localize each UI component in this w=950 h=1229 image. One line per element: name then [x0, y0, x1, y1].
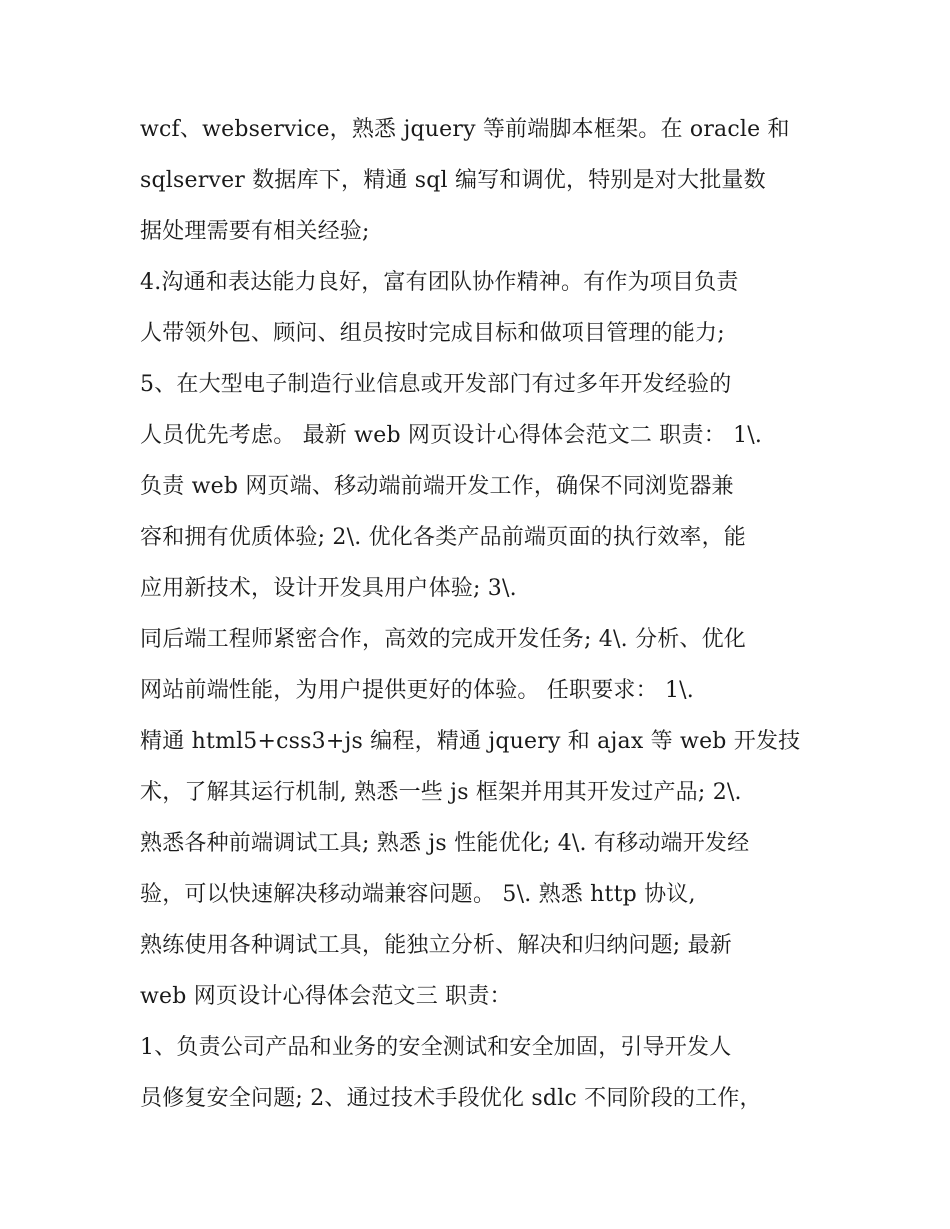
- text-line: 精通 html5+css3+js 编程，精通 jquery 和 ajax 等 web 开发技: [140, 729, 801, 754]
- text-line: 5、在大型电子制造行业信息或开发部门有过多年开发经验的: [140, 372, 732, 397]
- text-line: 据处理需要有相关经验;: [140, 219, 370, 244]
- text-line: 熟悉各种前端调试工具; 熟悉 js 性能优化; 4\. 有移动端开发经: [140, 831, 750, 856]
- text-line: 人带领外包、顾问、组员按时完成目标和做项目管理的能力;: [140, 321, 725, 346]
- text-line: 验，可以快速解决移动端兼容问题。 5\. 熟悉 http 协议,: [140, 882, 696, 907]
- text-line: 4.沟通和表达能力良好，富有团队协作精神。有作为项目负责: [140, 270, 739, 295]
- text-line: 人员优先考虑。 最新 web 网页设计心得体会范文二 职责： 1\.: [140, 423, 763, 448]
- text-line: 容和拥有优质体验; 2\. 优化各类产品前端页面的执行效率，能: [140, 525, 747, 550]
- text-line: 熟练使用各种调试工具，能独立分析、解决和归纳问题; 最新: [140, 933, 733, 958]
- text-line: sqlserver 数据库下，精通 sql 编写和调优，特别是对大批量数: [140, 168, 766, 193]
- text-line: wcf、webservice，熟悉 jquery 等前端脚本框架。在 oracle 和: [140, 117, 790, 142]
- text-line: 负责 web 网页端、移动端前端开发工作，确保不同浏览器兼: [140, 474, 734, 499]
- text-line: 同后端工程师紧密合作，高效的完成开发任务; 4\. 分析、优化: [140, 627, 747, 652]
- text-line: 网站前端性能，为用户提供更好的体验。 任职要求： 1\.: [140, 678, 694, 703]
- text-line: web 网页设计心得体会范文三 职责：: [140, 984, 512, 1009]
- text-line: 1、负责公司产品和业务的安全测试和安全加固，引导开发人: [140, 1035, 732, 1060]
- text-line: 术，了解其运行机制, 熟悉一些 js 框架并用其开发过产品; 2\.: [140, 780, 742, 805]
- document-body: [140, 104, 820, 1124]
- text-line: 应用新技术，设计开发具用户体验; 3\.: [140, 576, 517, 601]
- text-line: 员修复安全问题; 2、通过技术手段优化 sdlc 不同阶段的工作，: [140, 1086, 762, 1111]
